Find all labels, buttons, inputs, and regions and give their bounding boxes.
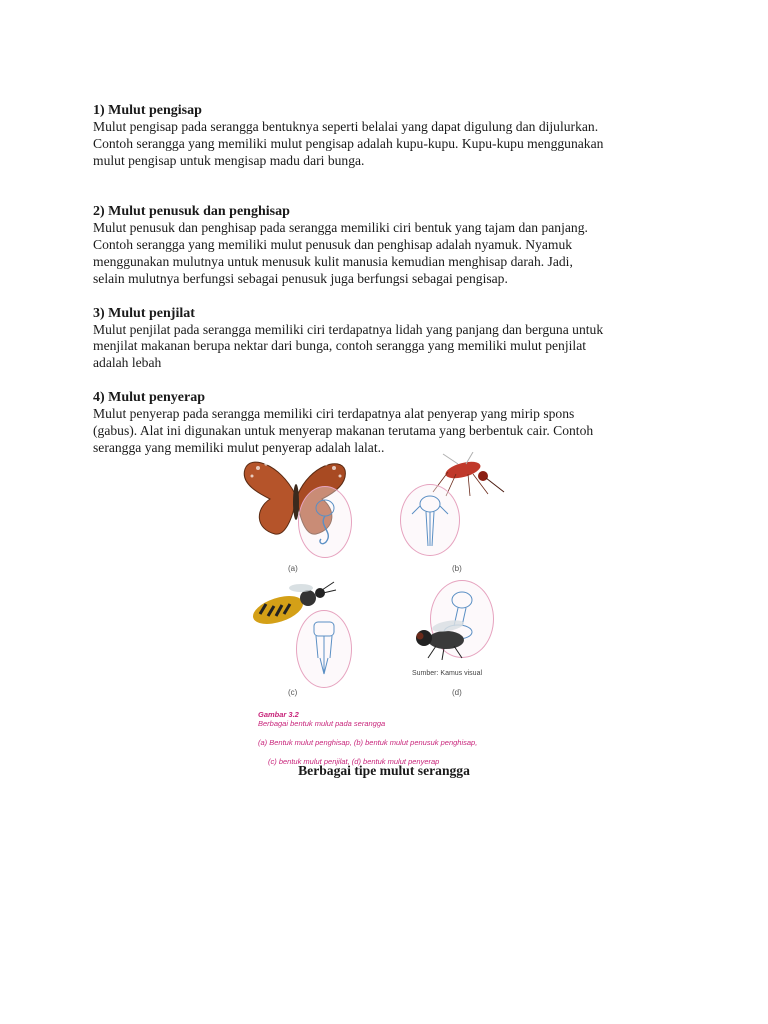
panel-label-c: (c) xyxy=(288,688,298,697)
panel-label-d: (d) xyxy=(452,688,462,697)
panel-label-a: (a) xyxy=(288,564,298,573)
caption-title: Berbagai bentuk mulut pada serangga xyxy=(258,719,386,728)
figure-title: Berbagai tipe mulut serangga xyxy=(298,763,470,778)
figure-caption xyxy=(258,700,518,767)
piercing-mouthpart-drawing xyxy=(410,492,450,548)
section-heading: 3) Mulut penjilat xyxy=(93,305,195,321)
section-mulut-penyerap xyxy=(93,389,693,456)
proboscis-drawing xyxy=(308,496,342,548)
section-body: Mulut penyerap pada serangga memiliki ciri terdapatnya alat penyerap yang mirip spons (gabus). Alat ini digunakan untuk menyerap makanan terutama yang berbentuk cair. Contoh serangga yang memiliki mulut penyerap adalah lalat.. xyxy=(93,405,594,455)
section-mulut-penusuk xyxy=(93,203,693,287)
section-heading: 1) Mulut pengisap xyxy=(93,103,202,118)
lapping-mouthpart-drawing xyxy=(304,618,344,678)
section-body: Mulut penjilat pada serangga memiliki ciri terdapatnya lidah yang panjang dan berguna untuk menjilat makanan berupa nektar dari bunga, contoh serangga yang memiliki mulut penjilat adalah lebah xyxy=(93,321,604,371)
insect-mouthparts-figure xyxy=(240,452,515,766)
caption-line-2: (a) Bentuk mulut penghisap, (b) bentuk mulut penusuk penghisap, xyxy=(258,738,478,747)
panel-label-b: (b) xyxy=(452,564,462,573)
section-heading: 2) Mulut penusuk dan penghisap xyxy=(93,204,290,220)
section-body: Mulut penusuk dan penghisap pada serangga memiliki ciri bentuk yang tajam dan panjang. Contoh serangga yang memiliki mulut penusuk dan penghisap adalah nyamuk. Nyamuk menggunakan mulutnya untuk menusuk kulit manusia kemudian menghisap darah. Jadi, selain mulutnya berfungsi sebagai penusuk juga berfungsi sebagai pengisap. xyxy=(93,220,588,286)
caption-line-3: (c) bentuk mulut penjilat, (d) bentuk mulut penyerap xyxy=(268,757,440,766)
document-body xyxy=(93,102,693,456)
section-heading: 4) Mulut penyerap xyxy=(93,389,205,405)
fly-image xyxy=(404,614,476,660)
section-mulut-pengisap xyxy=(93,102,693,169)
figure-source: Sumber: Kamus visual xyxy=(412,670,483,677)
section-body: Mulut pengisap pada serangga bentuknya seperti belalai yang dapat digulung dan dijulurkan. Contoh serangga yang memiliki mulut pengisap adalah kupu-kupu. Kupu-kupu menggunakan mulut pengisap untuk mengisap madu dari bunga. xyxy=(93,119,604,168)
caption-label: Gambar 3.2 xyxy=(258,709,299,719)
section-mulut-penjilat xyxy=(93,305,693,372)
